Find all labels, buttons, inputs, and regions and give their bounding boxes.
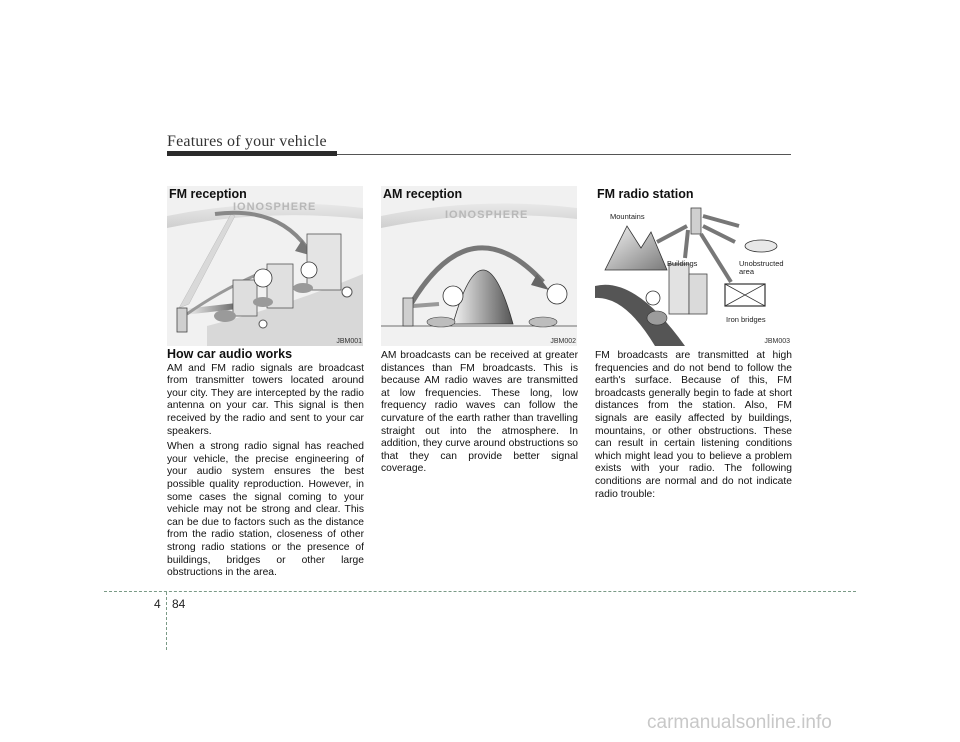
figure-title: FM reception <box>169 187 247 201</box>
paragraph: FM broadcasts are transmitted at high frequencies and do not bend to follow the earth's surface. Because of this, FM broadcasts generally begin to fade at short distances from the station. Also, FM signals are easily affected by buildings, mountains, or other obstructions. These can result in certain listening conditions which might lead you to believe a problem exists with your radio. The following conditions are normal and do not indicate radio trouble: <box>595 350 792 500</box>
column-middle <box>381 350 578 479</box>
label-iron-bridges: Iron bridges <box>726 315 766 324</box>
section-number: 4 <box>154 597 161 611</box>
figure-am-reception <box>381 186 577 346</box>
section-heading: How car audio works <box>167 347 293 361</box>
figure-title: AM reception <box>383 187 463 201</box>
ionosphere-label: IONOSPHERE <box>233 201 317 213</box>
header-rule <box>337 154 791 155</box>
label-unobstructed: Unobstructed area <box>739 259 784 276</box>
label-mountains: Mountains <box>610 212 645 221</box>
paragraph: AM broadcasts can be received at greater distances than FM broadcasts. This is because AM radio waves are transmitted at low frequencies. These long, low frequency radio waves can follow the curvature of the earth rather than travelling straight out into the atmosphere. In addition, they curve around obstructions so that they can provide better signal coverage. <box>381 350 578 475</box>
figure-title: FM radio station <box>597 187 694 201</box>
page-header-title: Features of your vehicle <box>167 133 327 150</box>
column-right <box>595 350 792 504</box>
paragraph: AM and FM radio signals are broadcast from transmitter towers located around your city. They are intercepted by the radio antenna on your car. This signal is then received by the radio and sent to your car speakers. <box>167 362 364 437</box>
paragraph: When a strong radio signal has reached your vehicle, the precise engineering of your audio system ensures the best possible quality reproduction. However, in some cases the signal coming to your vehicle may not be strong and clear. This can be due to factors such as the distance from the radio station, closeness of other strong radio stations or the presence of buildings, bridges or other large obstructions in the area. <box>167 441 364 579</box>
watermark: carmanualsonline.info <box>647 712 832 733</box>
figure-fm-reception <box>167 186 363 346</box>
label-buildings: Buildings <box>667 259 698 268</box>
figure-fm-radio-station <box>595 186 791 346</box>
figure-code: JBM003 <box>764 338 790 345</box>
figure-code: JBM002 <box>550 338 576 345</box>
footer-divider <box>166 592 167 650</box>
figure-code: JBM001 <box>336 338 362 345</box>
ionosphere-label: IONOSPHERE <box>445 209 529 221</box>
footer-rule <box>104 591 856 592</box>
column-left <box>167 348 364 583</box>
page-number: 84 <box>172 597 186 611</box>
header-bar <box>167 151 337 156</box>
